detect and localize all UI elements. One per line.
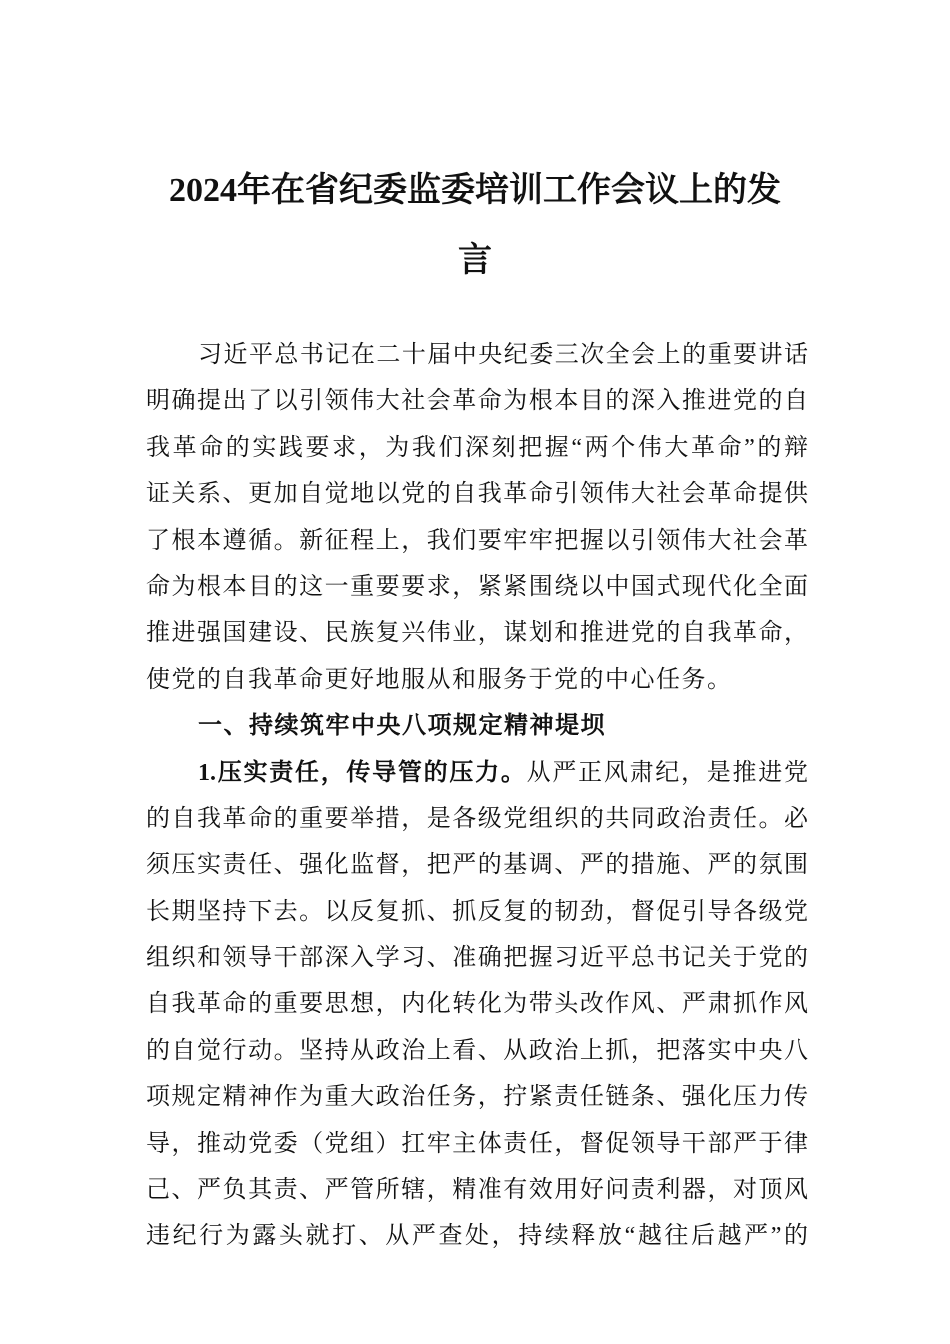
paragraph-line: 组织和领导干部深入学习、准确把握习近平总书记关于党的: [146, 945, 808, 972]
document-title-line-2: 言: [458, 242, 492, 279]
paragraph-line: 我革命的实践要求，为我们深刻把握“两个伟大革命”的辩: [146, 434, 808, 461]
paragraph-line: 项规定精神作为重大政治任务，拧紧责任链条、强化压力传: [146, 1084, 808, 1111]
paragraph-line: 习近平总书记在二十届中央纪委三次全会上的重要讲话: [198, 342, 808, 368]
paragraph-line: 自我革命的重要思想，内化转化为带头改作风、严肃抓作风: [146, 991, 808, 1018]
paragraph-line: 命为根本目的这一重要要求，紧紧围绕以中国式现代化全面: [146, 573, 808, 600]
paragraph-line: 明确提出了以引领伟大社会革命为根本目的深入推进党的自: [146, 388, 808, 415]
paragraph-first-line: [146, 750, 808, 796]
paragraph-line: 推进强国建设、民族复兴伟业，谋划和推进党的自我革命，: [146, 620, 808, 647]
paragraph-line: 须压实责任、强化监督，把严的基调、严的措施、严的氛围: [146, 852, 808, 879]
paragraph-line: 己、严负其责、严管所辖，精准有效用好问责利器，对顶风: [146, 1177, 808, 1204]
section-heading: 一、持续筑牢中央八项规定精神堤坝: [198, 713, 606, 740]
paragraph-line: 了根本遵循。新征程上，我们要牢牢把握以引领伟大社会革: [146, 527, 808, 554]
paragraph-line: 违纪行为露头就打、从严查处，持续释放“越往后越严”的: [146, 1223, 808, 1250]
paragraph-line: 导，推动党委（党组）扛牢主体责任，督促领导干部严于律: [146, 1130, 808, 1157]
paragraph-intro: [146, 332, 808, 703]
document-title-line-1: 2024年在省纪委监委培训工作会议上的发: [169, 172, 781, 209]
paragraph-line: 的自觉行动。坚持从政治上看、从政治上抓，把落实中央八: [146, 1037, 808, 1064]
paragraph-line-rest: 从严正风肃纪，是推进党: [526, 759, 808, 786]
paragraph-responsibility: [146, 750, 808, 1260]
paragraph-line: 长期坚持下去。以反复抓、抓反复的韧劲，督促引导各级党: [146, 898, 808, 925]
paragraph-line: 的自我革命的重要举措，是各级党组织的共同政治责任。必: [146, 805, 808, 832]
paragraph-lead: 1.压实责任，传导管的压力。: [198, 759, 527, 786]
paragraph-line: 使党的自我革命更好地服从和服务于党的中心任务。: [146, 666, 733, 693]
paragraph-line: 证关系、更加自觉地以党的自我革命引领伟大社会革命提供: [146, 481, 808, 508]
document-body: [146, 332, 808, 1260]
